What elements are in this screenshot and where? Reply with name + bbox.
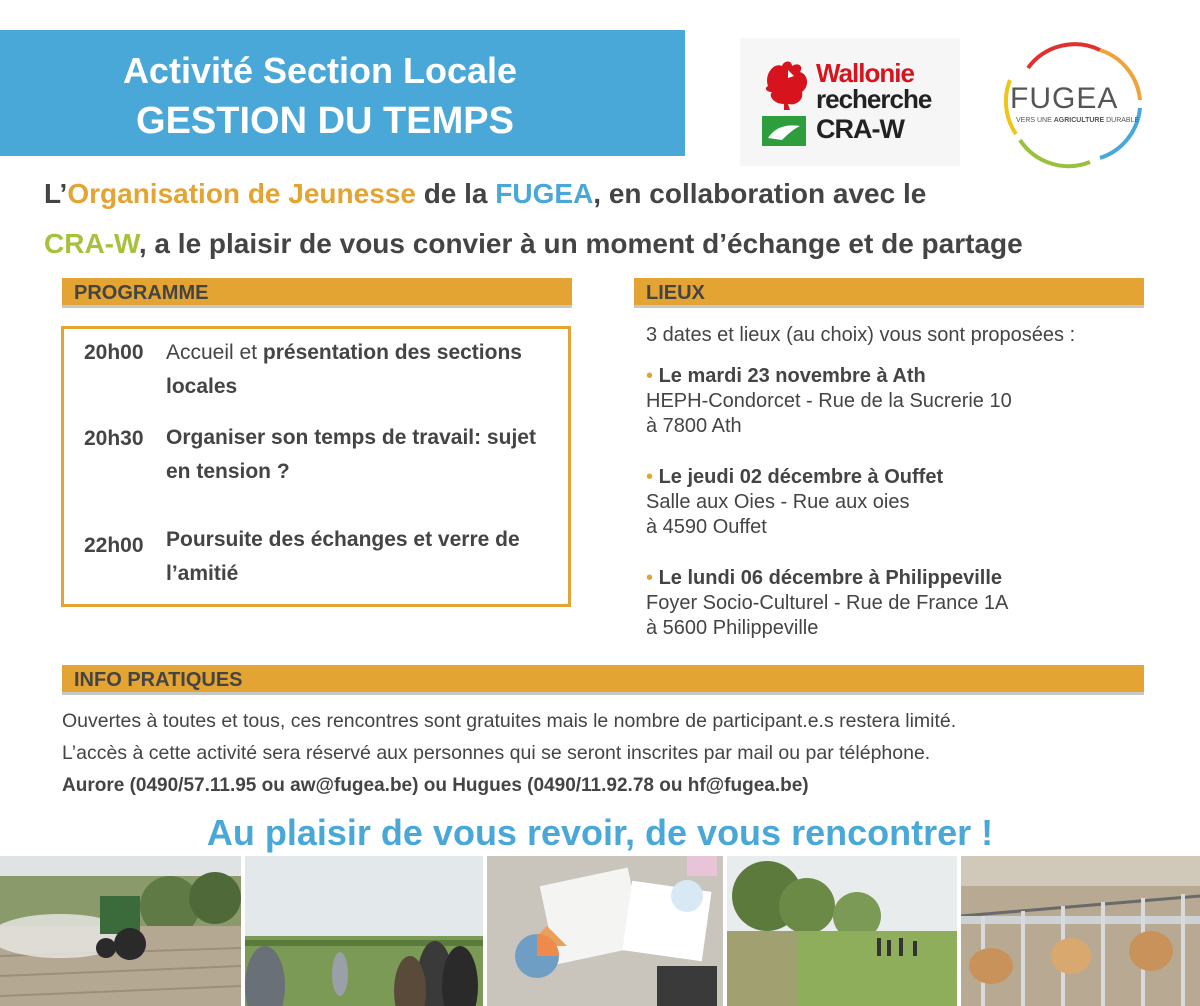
intro-part-5: , en collaboration avec le xyxy=(593,178,927,209)
programme-item-text xyxy=(166,336,566,404)
photo-group-field xyxy=(245,856,483,1006)
lieux-address: Salle aux Oies - Rue aux oies xyxy=(646,491,910,513)
lieux-date: Le lundi 06 décembre à Philippeville xyxy=(658,567,1003,589)
lieux-entry xyxy=(646,364,1012,439)
intro-part-1: L’ xyxy=(44,178,68,209)
programme-time: 20h00 xyxy=(84,341,144,364)
photo-tractor-field xyxy=(0,856,241,1006)
fugea-tagline-part1: VERS UNE xyxy=(1016,117,1054,124)
cra-w-leaf-icon xyxy=(762,116,806,146)
fugea-tagline-part3: DURABLE xyxy=(1104,117,1140,124)
intro-part-3: de la xyxy=(415,178,496,209)
fugea-name: FUGEA xyxy=(1010,82,1119,115)
programme-item-text-b: présentation des sections locales xyxy=(166,341,522,398)
info-line-2: L’accès à cette activité sera réservé aux personnes qui se seront inscrites par mail ou par téléphone. xyxy=(62,742,931,764)
lieux-address: Foyer Socio-Culturel - Rue de France 1A xyxy=(646,592,1009,614)
lieux-city: à 5600 Philippeville xyxy=(646,617,819,639)
lieux-date: Le mardi 23 novembre à Ath xyxy=(658,365,926,387)
info-line-1: Ouvertes à toutes et tous, ces rencontres sont gratuites mais le nombre de participant.e.s restera limité. xyxy=(62,710,957,732)
photo-cattle-barn xyxy=(961,856,1200,1006)
intro-line-1 xyxy=(44,178,926,210)
programme-item-text-a: Accueil et xyxy=(166,341,263,364)
lieux-entry xyxy=(646,465,943,540)
rooster-icon xyxy=(760,56,814,112)
recherche-text: recherche xyxy=(816,84,932,114)
intro-part-7: , a le plaisir de vous convier à un moment d’échange et de partage xyxy=(138,228,1023,259)
title-line-1: Activité Section Locale xyxy=(122,50,518,91)
bullet: • xyxy=(646,466,654,488)
intro-highlight-organisation: Organisation de Jeunesse xyxy=(67,178,416,209)
lieux-intro: 3 dates et lieux (au choix) vous sont proposées : xyxy=(646,324,1076,346)
title-line-2: GESTION DU TEMPS xyxy=(136,100,514,142)
intro-line-2 xyxy=(44,228,1023,260)
footer-tagline: Au plaisir de vous revoir, de vous rencontrer ! xyxy=(206,812,994,853)
lieux-city: à 4590 Ouffet xyxy=(646,516,767,538)
lieux-city: à 7800 Ath xyxy=(646,415,742,437)
intro-highlight-fugea: FUGEA xyxy=(495,178,594,209)
photo-walk-meadow xyxy=(727,856,957,1006)
fugea-tagline-part2: AGRICULTURE xyxy=(1053,117,1105,124)
programme-time: 22h00 xyxy=(84,534,144,557)
photo-documents-table xyxy=(487,856,723,1006)
lieux-heading: LIEUX xyxy=(634,278,1144,308)
title-banner xyxy=(0,30,685,156)
wallonie-recherche-logo xyxy=(740,38,960,166)
programme-item-text: Poursuite des échanges et verre de l’amitié xyxy=(166,528,520,585)
lieux-entry xyxy=(646,566,1008,641)
info-heading: INFO PRATIQUES xyxy=(62,665,1144,695)
lieux-address: HEPH-Condorcet - Rue de la Sucrerie 10 xyxy=(646,390,1012,412)
bullet: • xyxy=(646,365,654,387)
bullet: • xyxy=(646,567,654,589)
intro-highlight-craw: CRA-W xyxy=(44,228,139,259)
cra-w-text: CRA-W xyxy=(816,114,904,144)
programme-heading: PROGRAMME xyxy=(62,278,572,308)
lieux-date: Le jeudi 02 décembre à Ouffet xyxy=(658,466,944,488)
programme-item-text: Organiser son temps de travail: sujet en tension ? xyxy=(166,426,536,483)
wallonie-text: Wallonie xyxy=(816,58,914,88)
fugea-logo xyxy=(990,40,1150,170)
fugea-tagline xyxy=(1016,117,1139,124)
info-contacts: Aurore (0490/57.11.95 ou aw@fugea.be) ou Hugues (0490/11.92.78 ou hf@fugea.be) xyxy=(62,775,809,796)
programme-time: 20h30 xyxy=(84,427,144,450)
